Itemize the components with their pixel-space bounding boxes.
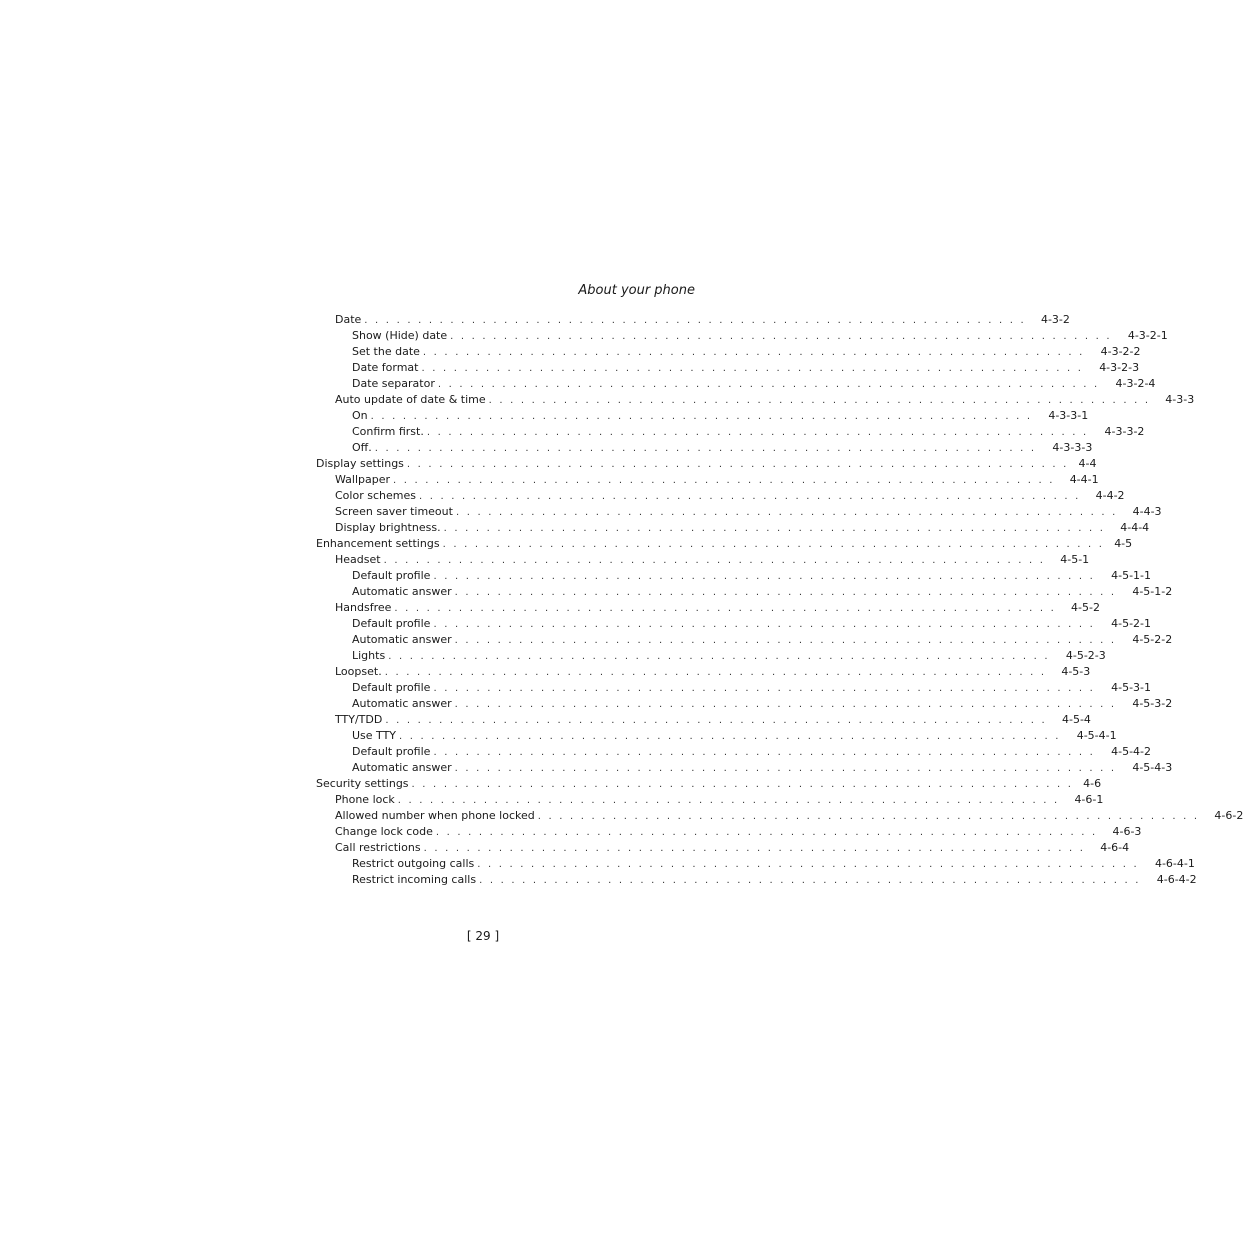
toc-entry-label: Enhancement settings [316,537,440,550]
dot-leader: . . . . . . . . . . . . . . . . . . . . . . . . . . . . . . . . . . . . . . . . . . . . . . . . . . . . . . . . . . . . . . [364,315,1026,326]
toc-entry [316,696,1173,712]
dot-leader: . . . . . . . . . . . . . . . . . . . . . . . . . . . . . . . . . . . . . . . . . . . . . . . . . . . . . . . . . . . . . . [384,667,1047,678]
toc-entry-reference: 4-5-2-1 [1111,617,1152,630]
toc-entry [316,840,1130,856]
toc-entry-label: Confirm first. [352,425,424,438]
toc-entry-reference: 4-3-3-2 [1104,425,1145,438]
toc-entry-label: Automatic answer [352,761,452,774]
toc-entry-reference: 4-5-2-3 [1065,649,1106,662]
toc-entry-reference: 4-4 [1078,457,1097,470]
toc-entry-label: Automatic answer [352,585,452,598]
toc-entry-reference: 4-5-2 [1071,601,1100,614]
toc-entry-reference: 4-3-2-3 [1099,361,1140,374]
dot-leader: . . . . . . . . . . . . . . . . . . . . . . . . . . . . . . . . . . . . . . . . . . . . . . . . . . . . . . . . . . . . . . [423,843,1086,854]
toc-entry-label: Handsfree [335,601,392,614]
toc-entry-label: On [352,409,368,422]
dot-leader: . . . . . . . . . . . . . . . . . . . . . . . . . . . . . . . . . . . . . . . . . . . . . . . . . . . . . . . . . . . . . . [385,715,1047,726]
dot-leader: . . . . . . . . . . . . . . . . . . . . . . . . . . . . . . . . . . . . . . . . . . . . . . . . . . . . . . . . . . . . . . [477,859,1139,870]
toc-entry [316,424,1145,440]
toc-entry-label: Restrict incoming calls [352,873,477,886]
toc-entry [316,408,1089,424]
toc-entry-reference: 4-5-1 [1060,553,1090,566]
dot-leader: . . . . . . . . . . . . . . . . . . . . . . . . . . . . . . . . . . . . . . . . . . . . . . . . . . . . . . . . . . . . . . [426,427,1089,438]
toc-entry-reference: 4-6-3 [1112,825,1142,838]
toc-entry-label: Default profile [352,617,431,630]
toc-entry-reference: 4-6 [1083,777,1102,790]
dot-leader: . . . . . . . . . . . . . . . . . . . . . . . . . . . . . . . . . . . . . . . . . . . . . . . . . . . . . . . . . . . . . . [399,731,1061,742]
toc-entry-reference: 4-5-1-2 [1132,585,1173,598]
toc-entry [316,360,1140,376]
dot-leader: . . . . . . . . . . . . . . . . . . . . . . . . . . . . . . . . . . . . . . . . . . . . . . . . . . . . . . . . . . . . . . [433,571,1096,582]
dot-leader: . . . . . . . . . . . . . . . . . . . . . . . . . . . . . . . . . . . . . . . . . . . . . . . . . . . . . . . . . . . . . . [450,331,1112,342]
toc-entry [316,600,1100,616]
toc-entry-reference: 4-3-2-1 [1127,329,1168,342]
toc-entry-label: Security settings [316,777,409,790]
dot-leader: . . . . . . . . . . . . . . . . . . . . . . . . . . . . . . . . . . . . . . . . . . . . . . . . . . . . . . . . . . . . . . [454,635,1117,646]
toc-entry [316,344,1141,360]
table-of-contents [316,312,1243,888]
dot-leader: . . . . . . . . . . . . . . . . . . . . . . . . . . . . . . . . . . . . . . . . . . . . . . . . . . . . . . . . . . . . . . [433,619,1096,630]
toc-entry-label: Date separator [352,377,435,390]
dot-leader: . . . . . . . . . . . . . . . . . . . . . . . . . . . . . . . . . . . . . . . . . . . . . . . . . . . . . . . . . . . . . . [393,475,1055,486]
toc-entry [316,648,1106,664]
toc-entry [316,792,1104,808]
toc-entry-label: Restrict outgoing calls [352,857,475,870]
toc-entry-label: Wallpaper [335,473,391,486]
toc-entry [316,680,1152,696]
page-number: [ 29 ] [466,929,500,943]
toc-entry-label: Phone lock [335,793,395,806]
toc-entry-label: Show (Hide) date [352,329,448,342]
toc-entry-label: Use TTY [352,729,397,742]
toc-entry-reference: 4-4-3 [1132,505,1162,518]
toc-entry [316,312,1070,328]
toc-entry-reference: 4-5-4-1 [1076,729,1117,742]
toc-entry [316,760,1173,776]
toc-entry [316,328,1168,344]
toc-entry [316,456,1097,472]
running-header-title: About your phone [578,283,695,298]
toc-entry-label: Date format [352,361,419,374]
toc-entry [316,440,1093,456]
dot-leader: . . . . . . . . . . . . . . . . . . . . . . . . . . . . . . . . . . . . . . . . . . . . . . . . . . . . . . . . . . . . . . [370,411,1033,422]
toc-entry-label: Screen saver timeout [335,505,453,518]
dot-leader: . . . . . . . . . . . . . . . . . . . . . . . . . . . . . . . . . . . . . . . . . . . . . . . . . . . . . . . . . . . . . . [418,491,1081,502]
toc-entry-reference: 4-4-2 [1095,489,1125,502]
toc-entry [316,504,1162,520]
toc-entry-reference: 4-5-3 [1061,665,1091,678]
toc-entry [316,728,1117,744]
toc-entry [316,488,1125,504]
toc-entry-reference: 4-6-4 [1100,841,1130,854]
dot-leader: . . . . . . . . . . . . . . . . . . . . . . . . . . . . . . . . . . . . . . . . . . . . . . . . . . . . . . . . . . . . . . [488,395,1151,406]
dot-leader: . . . . . . . . . . . . . . . . . . . . . . . . . . . . . . . . . . . . . . . . . . . . . . . . . . . . . . . . . . . . . . [454,587,1117,598]
toc-entry-label: Headset [335,553,381,566]
toc-entry [316,568,1152,584]
toc-entry-label: Off. [352,441,372,454]
dot-leader: . . . . . . . . . . . . . . . . . . . . . . . . . . . . . . . . . . . . . . . . . . . . . . . . . . . . . . . . . . . . . . [443,523,1106,534]
toc-entry [316,616,1152,632]
dot-leader: . . . . . . . . . . . . . . . . . . . . . . . . . . . . . . . . . . . . . . . . . . . . . . . . . . . . . . . . . . . . . . [455,507,1118,518]
toc-entry-reference: 4-3-2-4 [1115,377,1156,390]
toc-entry [316,808,1243,824]
dot-leader: . . . . . . . . . . . . . . . . . . . . . . . . . . . . . . . . . . . . . . . . . . . . . . . . . . . . . . . . . . . . . . [454,763,1117,774]
toc-entry-reference: 4-6-4-2 [1156,873,1197,886]
toc-entry-reference: 4-3-3 [1165,393,1195,406]
toc-entry-label: Allowed number when phone locked [335,809,535,822]
toc-entry-reference: 4-5-3-2 [1132,697,1173,710]
toc-entry-label: Color schemes [335,489,416,502]
toc-entry [316,664,1091,680]
toc-entry [316,520,1150,536]
dot-leader: . . . . . . . . . . . . . . . . . . . . . . . . . . . . . . . . . . . . . . . . . . . . . . . . . . . . . . . . . . . . . . [411,779,1074,790]
toc-entry [316,552,1090,568]
toc-entry [316,632,1173,648]
toc-entry-reference: 4-5 [1114,537,1133,550]
toc-entry-reference: 4-4-1 [1069,473,1099,486]
toc-entry-label: Auto update of date & time [335,393,486,406]
toc-entry-reference: 4-3-3-1 [1048,409,1089,422]
dot-leader: . . . . . . . . . . . . . . . . . . . . . . . . . . . . . . . . . . . . . . . . . . . . . . . . . . . . . . . . . . . . . . [435,827,1098,838]
dot-leader: . . . . . . . . . . . . . . . . . . . . . . . . . . . . . . . . . . . . . . . . . . . . . . . . . . . . . . . . . . . . . . [537,811,1200,822]
toc-entry-label: Display brightness. [335,521,441,534]
toc-entry-reference: 4-6-1 [1074,793,1104,806]
toc-entry-label: Call restrictions [335,841,421,854]
toc-entry-label: Default profile [352,745,431,758]
toc-entry [316,584,1173,600]
dot-leader: . . . . . . . . . . . . . . . . . . . . . . . . . . . . . . . . . . . . . . . . . . . . . . . . . . . . . . . . . . . . . . [422,347,1085,358]
dot-leader: . . . . . . . . . . . . . . . . . . . . . . . . . . . . . . . . . . . . . . . . . . . . . . . . . . . . . . . . . . . . . . [442,539,1105,550]
toc-entry-label: Automatic answer [352,697,452,710]
toc-entry-reference: 4-5-4-2 [1111,745,1152,758]
dot-leader: . . . . . . . . . . . . . . . . . . . . . . . . . . . . . . . . . . . . . . . . . . . . . . . . . . . . . . . . . . . . . . [394,603,1056,614]
toc-entry [316,872,1197,888]
toc-entry-reference: 4-5-1-1 [1111,569,1152,582]
toc-entry [316,712,1091,728]
toc-entry-reference: 4-5-3-1 [1111,681,1152,694]
dot-leader: . . . . . . . . . . . . . . . . . . . . . . . . . . . . . . . . . . . . . . . . . . . . . . . . . . . . . . . . . . . . . . [479,875,1141,886]
toc-entry [316,392,1195,408]
toc-entry-label: Display settings [316,457,404,470]
dot-leader: . . . . . . . . . . . . . . . . . . . . . . . . . . . . . . . . . . . . . . . . . . . . . . . . . . . . . . . . . . . . . . [421,363,1084,374]
toc-entry-reference: 4-3-2-2 [1100,345,1141,358]
toc-entry [316,536,1133,552]
toc-entry-label: Lights [352,649,386,662]
toc-entry [316,472,1099,488]
dot-leader: . . . . . . . . . . . . . . . . . . . . . . . . . . . . . . . . . . . . . . . . . . . . . . . . . . . . . . . . . . . . . . [437,379,1100,390]
toc-entry-reference: 4-5-4-3 [1132,761,1173,774]
toc-entry-label: TTY/TDD [335,713,383,726]
toc-entry-reference: 4-5-4 [1062,713,1091,726]
dot-leader: . . . . . . . . . . . . . . . . . . . . . . . . . . . . . . . . . . . . . . . . . . . . . . . . . . . . . . . . . . . . . . [383,555,1046,566]
toc-entry-reference: 4-5-2-2 [1132,633,1173,646]
toc-entry-reference: 4-4-4 [1120,521,1150,534]
dot-leader: . . . . . . . . . . . . . . . . . . . . . . . . . . . . . . . . . . . . . . . . . . . . . . . . . . . . . . . . . . . . . . [397,795,1060,806]
dot-leader: . . . . . . . . . . . . . . . . . . . . . . . . . . . . . . . . . . . . . . . . . . . . . . . . . . . . . . . . . . . . . . [454,699,1117,710]
toc-entry-label: Default profile [352,569,431,582]
toc-entry-label: Default profile [352,681,431,694]
toc-entry [316,856,1195,872]
dot-leader: . . . . . . . . . . . . . . . . . . . . . . . . . . . . . . . . . . . . . . . . . . . . . . . . . . . . . . . . . . . . . . [406,459,1069,470]
toc-entry-label: Change lock code [335,825,433,838]
dot-leader: . . . . . . . . . . . . . . . . . . . . . . . . . . . . . . . . . . . . . . . . . . . . . . . . . . . . . . . . . . . . . . [388,651,1050,662]
toc-entry-reference: 4-6-4-1 [1154,857,1195,870]
toc-entry-label: Date [335,313,362,326]
toc-entry [316,744,1152,760]
toc-entry [316,776,1102,792]
toc-entry [316,376,1156,392]
toc-entry-label: Set the date [352,345,420,358]
dot-leader: . . . . . . . . . . . . . . . . . . . . . . . . . . . . . . . . . . . . . . . . . . . . . . . . . . . . . . . . . . . . . . [433,683,1096,694]
toc-entry-reference: 4-3-3-3 [1052,441,1093,454]
toc-entry-reference: 4-6-2 [1214,809,1243,822]
dot-leader: . . . . . . . . . . . . . . . . . . . . . . . . . . . . . . . . . . . . . . . . . . . . . . . . . . . . . . . . . . . . . . [433,747,1096,758]
toc-entry-label: Loopset. [335,665,382,678]
toc-entry-label: Automatic answer [352,633,452,646]
toc-entry [316,824,1142,840]
toc-entry-reference: 4-3-2 [1040,313,1070,326]
dot-leader: . . . . . . . . . . . . . . . . . . . . . . . . . . . . . . . . . . . . . . . . . . . . . . . . . . . . . . . . . . . . . . [374,443,1037,454]
